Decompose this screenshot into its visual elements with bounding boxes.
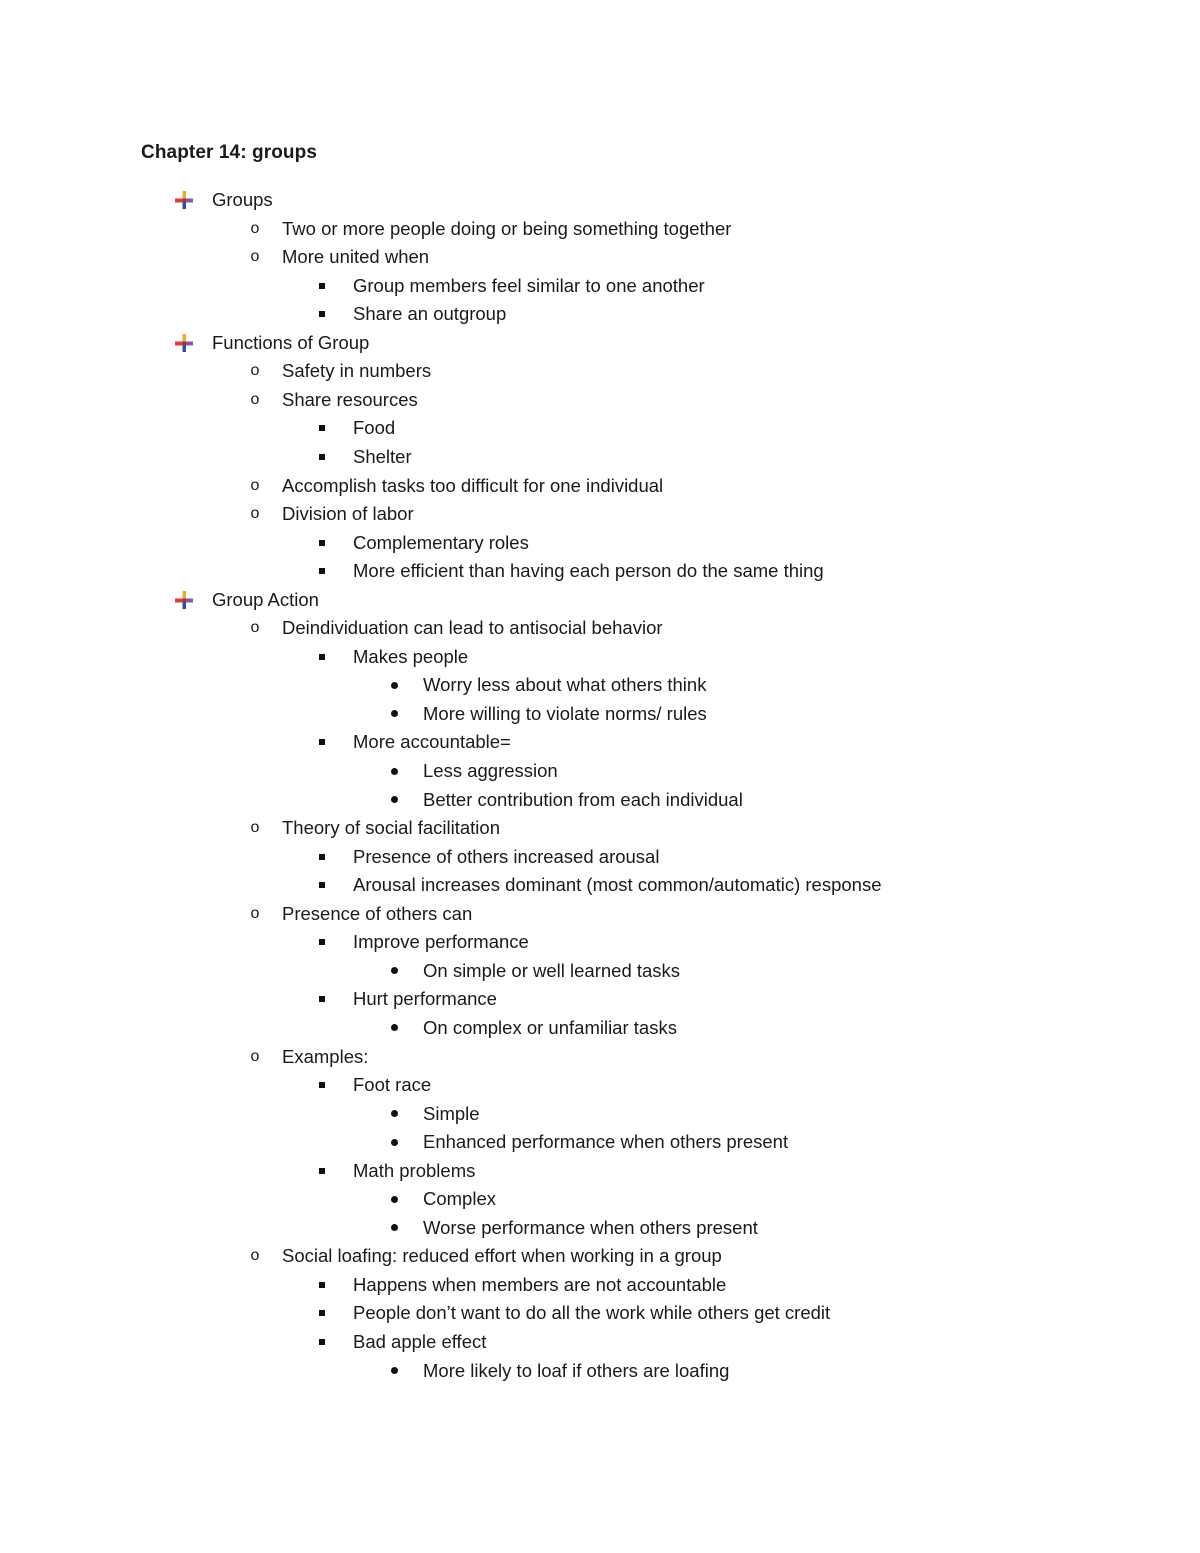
o-bullet-icon [248,1242,262,1270]
outline-item-text: Complementary roles [353,531,529,553]
outline-item-text: Examples: [282,1045,369,1067]
outline-item-text: Food [353,417,396,439]
round-bullet-icon [389,786,399,814]
outline-item-text: More efficient than having each person do the same thing [353,560,824,582]
o-bullet-icon [248,500,262,528]
square-bullet-icon [318,300,326,328]
plus-cross-bullet-icon [174,586,194,614]
square-bullet-icon [318,1071,326,1099]
o-bullet-glyph: o [250,362,260,380]
o-bullet-icon [248,243,262,271]
round-bullet-icon [389,1100,399,1128]
o-bullet-icon [248,1043,262,1071]
outline-item-text: Bad apple effect [353,1331,487,1352]
o-bullet-icon [248,900,262,928]
outline-item-text: Division of labor [282,503,414,525]
page-title: Chapter 14: groups [141,142,317,163]
round-bullet-icon [389,957,399,985]
o-bullet-glyph: o [250,619,260,637]
outline-item-text: Happens when members are not accountable [353,1273,727,1295]
outline-item-text: Improve performance [353,931,529,953]
outline-item-text: Share resources [282,388,418,410]
outline-item-text: Arousal increases dominant (most common/automatic) response [353,874,882,896]
outline-item-text: Less aggression [423,760,558,781]
outline-item-text: Enhanced performance when others present [423,1131,789,1153]
round-bullet-icon [389,1214,399,1242]
square-bullet-icon [318,643,326,671]
square-bullet-icon [318,443,326,471]
square-bullet-icon [318,1271,326,1299]
o-bullet-glyph: o [250,248,260,266]
o-bullet-icon [248,386,262,414]
outline-item-text: Two or more people doing or being something together [282,217,732,239]
outline-item-text: Worse performance when others present [423,1216,758,1238]
outline-item-text: Accomplish tasks too difficult for one individual [282,474,664,496]
plus-cross-bullet-icon [174,186,194,214]
round-bullet-icon [389,700,399,728]
round-bullet-icon [389,1014,399,1042]
outline-item-text: Hurt performance [353,988,497,1010]
square-bullet-icon [318,414,326,442]
outline-item-text: Share an outgroup [353,303,507,325]
square-bullet-icon [318,985,326,1013]
outline-item-text: Shelter [353,445,412,467]
o-bullet-icon [248,614,262,642]
outline-item-text: Presence of others increased arousal [353,845,660,867]
o-bullet-icon [248,215,262,243]
round-bullet-icon [389,671,399,699]
plus-cross-bullet-icon [174,329,194,357]
square-bullet-icon [318,1328,326,1356]
o-bullet-glyph: o [250,904,260,922]
outline-item-text: Group Action [212,588,319,610]
outline-item-text: Better contribution from each individual [423,788,743,810]
o-bullet-icon [248,814,262,842]
square-bullet-icon [318,871,326,899]
outline-item-text: Group members feel similar to one another [353,274,705,296]
outline-item-text: More likely to loaf if others are loafing [423,1359,730,1381]
o-bullet-glyph: o [250,219,260,237]
outline-item-text: More united when [282,246,430,268]
o-bullet-icon [248,357,262,385]
square-bullet-icon [318,529,326,557]
o-bullet-glyph: o [250,505,260,523]
outline-item-text: Presence of others can [282,902,473,924]
outline-item-text: On complex or unfamiliar tasks [423,1016,677,1038]
outline-item-text: Safety in numbers [282,360,432,382]
square-bullet-icon [318,1157,326,1185]
outline-item-text: Deindividuation can lead to antisocial behavior [282,617,663,639]
square-bullet-icon [318,1299,326,1327]
o-bullet-icon [248,472,262,500]
outline-item-text: More accountable= [353,731,511,753]
outline-item-text: Makes people [353,645,469,667]
outline-item-text: Functions of Group [212,331,370,353]
o-bullet-glyph: o [250,1047,260,1065]
square-bullet-icon [318,728,326,756]
outline-item-text: Theory of social facilitation [282,817,500,839]
outline-item-text: More willing to violate norms/ rules [423,702,707,724]
outline-item-text: Foot race [353,1074,432,1096]
round-bullet-icon [389,1128,399,1156]
outline-item-text: Groups [212,189,273,210]
o-bullet-glyph: o [250,390,260,408]
outline-item-text: Math problems [353,1159,476,1181]
square-bullet-icon [318,272,326,300]
round-bullet-icon [389,1357,399,1385]
outline-item-text: Simple [423,1102,480,1124]
square-bullet-icon [318,928,326,956]
o-bullet-glyph: o [250,1247,260,1265]
o-bullet-glyph: o [250,819,260,837]
outline-item-text: Social loafing: reduced effort when working in a group [282,1245,722,1267]
o-bullet-glyph: o [250,476,260,494]
square-bullet-icon [318,843,326,871]
round-bullet-icon [389,1185,399,1213]
outline-item-text: People don’t want to do all the work while others get credit [353,1302,831,1324]
outline-item-text: Complex [423,1188,496,1210]
outline-item-text: Worry less about what others think [423,674,707,696]
round-bullet-icon [389,757,399,785]
square-bullet-icon [318,557,326,585]
outline-item-text: On simple or well learned tasks [423,959,681,981]
